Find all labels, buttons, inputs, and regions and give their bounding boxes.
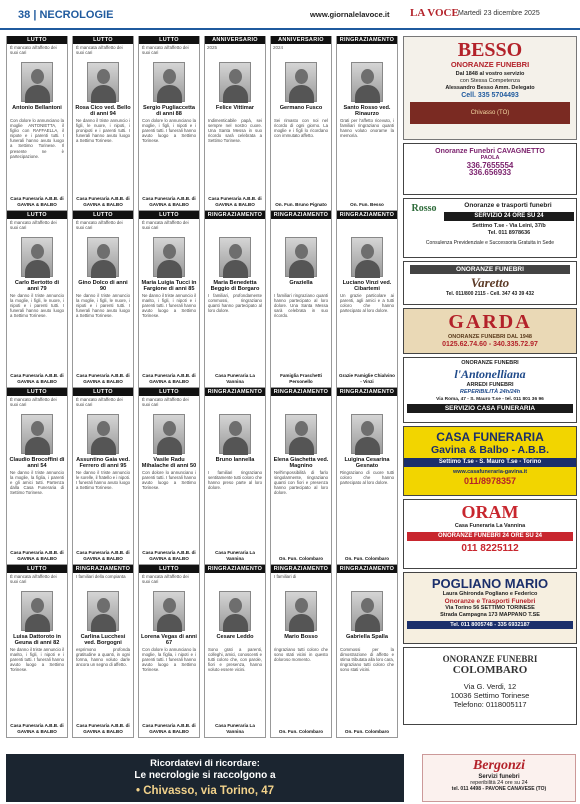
thanks-notice <box>336 565 398 738</box>
notice-type-badge: RINGRAZIAMENTO <box>73 565 133 573</box>
footer-line-1: Ricordatevi di ricordare: <box>150 758 260 769</box>
thanks-notice <box>72 565 134 738</box>
ad-cavagnetto-phone1: 336.7655554 <box>466 161 514 171</box>
ad-varetto-name: ONORANZE FUNEBRI <box>410 265 570 274</box>
anniversary-notice <box>270 36 332 211</box>
obituary-notice <box>138 36 200 211</box>
deceased-name: Carlina Lucchesi ved. Borgogni <box>80 634 126 647</box>
ad-rosso-phone: Tel. 011 8978636 <box>487 230 531 236</box>
obituary-notice <box>6 565 68 738</box>
notice-type-badge: RINGRAZIAMENTO <box>205 211 265 219</box>
funeral-home-signature: Casa Funeraria A.B.B. di GAVINA & BALBO <box>10 196 64 207</box>
ad-pogliano[interactable] <box>403 572 577 644</box>
ad-gavina-phone: 011/8978357 <box>463 476 517 486</box>
notice-text: Sei rimasto con noi nel ricordo di ogni giorno. La moglie e i figli lo ricordano con immutato affetto. <box>274 118 328 139</box>
thanks-notice <box>336 211 398 388</box>
ad-bergonzi-name: Bergonzi <box>472 758 526 773</box>
notice-intro: È mancato all'affetto dei suoi cari <box>76 220 123 230</box>
notice-text: Ringraziano di cuore tutti coloro che hanno partecipato al loro dolore. <box>340 470 394 486</box>
obituary-notice <box>72 388 134 565</box>
thanks-notice <box>270 388 332 565</box>
notice-text: Ne danno il triste annuncio la moglie, la figlia, i parenti e gli amici tutti. Partenza dalla Casa Funeraria di Settimo Torinese. <box>10 470 64 496</box>
funeral-home-signature: Casa Funeraria A.B.B. di GAVINA & BALBO <box>142 196 196 207</box>
deceased-photo <box>219 414 251 454</box>
funeral-home-signature: Casa Funeraria A.B.B. di GAVINA & BALBO <box>10 723 64 734</box>
ad-cavagnetto-phone2: 336.656933 <box>468 168 512 178</box>
notice-intro: I familiari della compianta <box>76 574 126 579</box>
notice-text: I familiari ringraziano quanti hanno partecipato al loro dolore. Una Santa Messa sarà celebrata in suo ricordo. <box>274 293 328 319</box>
ad-oram-phone: 011 8225112 <box>461 543 519 554</box>
notice-intro: È mancato all'affetto dei suoi cari <box>10 220 57 230</box>
funeral-home-signature: On. Fun. Colombaro <box>278 728 324 734</box>
ad-antonelliana[interactable] <box>403 357 577 423</box>
funeral-ads-column <box>403 36 577 738</box>
footer-line-3: • Chivasso, via Torino, 47 <box>135 785 275 797</box>
ad-besso-line3: Alessandro Besso Amm. Delegato <box>445 84 535 91</box>
funeral-home-signature: Casa Funeraria A.B.B. di GAVINA & BALBO <box>76 723 130 734</box>
ad-besso-name: BESSO <box>457 39 523 61</box>
funeral-home-signature: Casa Funeraria A.B.B. di GAVINA & BALBO <box>76 373 130 384</box>
deceased-name: Sergio Pugliaccetta di anni 88 <box>143 105 195 118</box>
notice-intro: I familiari di <box>274 574 297 579</box>
notice-text: Ne danno il triste annuncio i figli, le nuore, i nipoti, i pronipoti e i parenti tutti. I funerali hanno avuto luogo a Settimo Torinese. <box>76 118 130 144</box>
notice-text: Sono grati a parenti, colleghi, amici, conoscenti e tutti coloro che, con parole, fiori e presenza, hanno voluto essere vicini. <box>208 647 262 673</box>
deceased-photo <box>21 237 53 277</box>
ad-gavina-line: Settimo T.se - S. Mauro T.se - Torino <box>404 458 576 467</box>
ad-besso[interactable] <box>403 36 577 140</box>
notice-type-badge: LUTTO <box>7 211 67 219</box>
ad-antonelliana-sub: ARREDI FUNEBRI <box>466 382 514 388</box>
ad-besso-sub: ONORANZE FUNEBRI <box>450 60 530 69</box>
deceased-name: Santo Rosso ved. Rinaurzo <box>343 105 391 118</box>
obituary-notice <box>138 388 200 565</box>
notice-intro: È mancata all'affetto dei suoi cari <box>142 220 189 230</box>
obituary-notice <box>72 211 134 388</box>
ad-pogliano-line2: Via Torino 56 SETTIMO TORINESE <box>445 605 535 611</box>
anniversary-year: 2024 <box>273 45 284 50</box>
funeral-home-signature: Casa Funeraria La Vannina <box>215 723 255 734</box>
notice-intro: È mancato all'affetto dei suoi cari <box>10 45 57 55</box>
funeral-home-signature: Casa Funeraria A.B.B. di GAVINA & BALBO <box>142 373 196 384</box>
deceased-name: Mario Bosso <box>284 634 318 640</box>
ad-garda-sub: ONORANZE FUNEBRI DAL 1948 <box>448 334 532 340</box>
notice-type-badge: RINGRAZIAMENTO <box>271 388 331 396</box>
notice-text: Ne danno il triste annuncio la moglie, i figli, le nuore, i nipoti e i parenti tutti. I funerali hanno avuto luogo a Settimo Torinese. <box>10 293 64 319</box>
issue-date: Martedì 23 dicembre 2025 <box>458 10 540 17</box>
ad-antonelliana-address: Via Roma, 47 - S. Mauro T.se - tel. 011 801 36 96 <box>436 397 544 402</box>
obituary-notice <box>6 211 68 388</box>
notice-type-badge: LUTTO <box>7 565 67 573</box>
notice-type-badge: RINGRAZIAMENTO <box>205 565 265 573</box>
ad-gavina-balbo[interactable] <box>403 426 577 496</box>
section-title: NECROLOGIE <box>39 9 114 21</box>
deceased-photo <box>153 62 185 102</box>
ad-rosso-address: Settimo T.se - Via Leini, 37/b <box>472 223 546 229</box>
ad-bergonzi[interactable] <box>422 754 576 802</box>
deceased-name: Cesare Leddo <box>216 634 254 640</box>
deceased-name: Lorena Vegas di anni 67 <box>141 634 197 647</box>
notice-text: esprimono profonda gratitudine a quanti, in ogni forma, hanno voluto darle ancora un segno di affetto. <box>76 647 130 668</box>
notice-text: Nell'impossibilità di farlo singolarmente, ringraziano quanti con fiori e presenza hanno partecipato al loro dolore. <box>274 470 328 496</box>
notice-text: Ne danno il triste annuncio il marito, i figli, i nipoti e i parenti tutti. I funerali hanno avuto luogo a Settimo Torinese. <box>142 293 196 319</box>
notice-column-6 <box>336 36 398 738</box>
deceased-photo <box>87 591 119 631</box>
deceased-name: Assuntino Gaia ved. Ferrero di anni 95 <box>76 457 130 470</box>
notice-text: Ne danno il triste annuncio la moglie, i figli, le nuore, i nipoti e i parenti tutti. I funerali hanno avuto luogo a Settimo Torinese. <box>76 293 130 319</box>
notice-intro: È mancata all'affetto dei suoi cari <box>142 574 189 584</box>
funeral-home-signature: Casa Funeraria A.B.B. di GAVINA & BALBO <box>142 723 196 734</box>
thanks-notice <box>204 211 266 388</box>
website-link[interactable]: www.giornalelavoce.it <box>310 10 390 19</box>
collection-point-banner <box>6 754 404 802</box>
ad-rosso-banner: SERVIZIO 24 ORE SU 24 <box>444 212 574 221</box>
notice-type-badge: LUTTO <box>139 565 199 573</box>
deceased-name: Luigina Cesarina Gesnato <box>344 457 390 470</box>
page-footer <box>0 750 580 804</box>
ad-cavagnetto-person: PAOLA <box>480 155 500 162</box>
deceased-name: Antonio Bellantoni <box>12 105 62 111</box>
ad-oram[interactable] <box>403 499 577 569</box>
funeral-home-signature: Casa Funeraria A.B.B. di GAVINA & BALBO <box>142 550 196 561</box>
deceased-photo <box>219 591 251 631</box>
notice-text: Un grazie particolare ai parenti, agli amici e a tutti coloro che hanno partecipato al loro dolore. <box>340 293 394 314</box>
notice-type-badge: RINGRAZIAMENTO <box>337 211 397 219</box>
deceased-photo <box>351 237 383 277</box>
thanks-notice <box>204 388 266 565</box>
notice-intro: È mancato all'affetto dei suoi cari <box>142 397 189 407</box>
ad-rosso-services: Consulenza Previdenziale e Successoria Gratuita in Sede <box>425 240 555 246</box>
obituary-notice <box>6 388 68 565</box>
deceased-photo <box>285 591 317 631</box>
ad-antonelliana-service: REPERIBILITÀ 24h/24h <box>459 389 521 395</box>
deceased-name: Gabriella Spalla <box>346 634 388 640</box>
deceased-photo <box>351 62 383 102</box>
notice-type-badge: LUTTO <box>73 36 133 44</box>
notice-type-badge: LUTTO <box>7 388 67 396</box>
funeral-home-signature: Casa Funeraria La Vannina <box>215 550 255 561</box>
ad-besso-line2: con Stessa Competenza <box>460 77 520 84</box>
ad-antonelliana-name: ONORANZE FUNEBRI <box>461 360 519 366</box>
funeral-home-signature: On. Fun. Colombaro <box>344 555 390 561</box>
funeral-home-signature: On. Fun. Besso <box>350 201 384 207</box>
notice-type-badge: RINGRAZIAMENTO <box>337 388 397 396</box>
notice-type-badge: ANNIVERSARIO <box>205 36 265 44</box>
ad-garda-name: GARDA <box>448 311 532 333</box>
anniversary-notice <box>204 36 266 211</box>
deceased-photo <box>285 414 317 454</box>
deceased-photo <box>21 591 53 631</box>
notice-column-5 <box>270 36 332 738</box>
deceased-photo <box>21 62 53 102</box>
page-header <box>0 0 580 30</box>
page-number-section: 38 | NECROLOGIE <box>18 9 114 21</box>
ad-antonelliana-brand: l'Antonelliana <box>454 367 526 381</box>
obituary-notice <box>6 36 68 211</box>
thanks-notice <box>204 565 266 738</box>
notice-text: ringraziano tutti coloro che sono stati vicini in questo doloroso momento. <box>274 647 328 663</box>
thanks-notice <box>270 565 332 738</box>
ad-gavina-name: CASA FUNERARIA <box>436 430 544 444</box>
ad-besso-phone: Cell. 335 5704493 <box>461 91 519 99</box>
notice-column-2 <box>72 36 134 738</box>
obituary-notice <box>72 36 134 211</box>
funeral-home-signature: On. Fun. Colombaro <box>278 555 324 561</box>
funeral-home-signature: Grazie Famiglie Chialvino - Vinzi <box>339 373 395 384</box>
deceased-name: Carlo Bertotto di anni 79 <box>14 280 60 293</box>
funeral-home-signature: Famiglia Fraschetti Personello <box>280 373 322 384</box>
notice-text: Indimenticabile papà, sei sempre nel nostro cuore. Una Santa Messa in suo ricordo sarà celebrata a Settimo Torinese. <box>208 118 262 144</box>
ad-rosso-title: Onoranze e trasporti funebri <box>464 202 552 209</box>
ad-besso-address: Chivasso (TO) <box>410 102 570 124</box>
notice-type-badge: LUTTO <box>73 211 133 219</box>
notice-text: Commossi per la dimostrazione di affetto e stima tributata alla loro cara, ringraziano tutti coloro che sono stati vicini. <box>340 647 394 673</box>
deceased-photo <box>285 237 317 277</box>
ad-pogliano-line3: Strada Campagna 173 MAPPANO T.SE <box>440 612 540 618</box>
ad-colombaro-phone: Telefono: 0118005117 <box>453 700 527 709</box>
thanks-notice <box>336 36 398 211</box>
notice-intro: È mancato all'affetto dei suoi cari <box>142 45 189 55</box>
notice-text: Con dolore lo annunciano la moglie ANTONIETTA, il figlio con RAFFAELLA, il nipote e i parenti tutti. I funerali hanno avuto luogo a Settimo Torinese. Il presente ne è partecipazione. <box>10 118 64 159</box>
ad-pogliano-name: POGLIANO MARIO <box>431 576 549 591</box>
notice-text: Grati per l'affetto ricevuto, i familiari ringraziano quanti hanno voluto onorarne la memoria. <box>340 118 394 139</box>
deceased-photo <box>87 414 119 454</box>
deceased-name: Bruno Iannella <box>215 457 255 463</box>
ad-colombaro-brand: COLOMBARO <box>452 664 528 676</box>
deceased-name: Gino Dolco di anni 90 <box>78 280 128 293</box>
ad-besso-line1: Dal 1848 al vostro servizio <box>455 70 525 77</box>
ad-garda[interactable] <box>403 308 577 354</box>
notice-type-badge: LUTTO <box>73 388 133 396</box>
notice-type-badge: LUTTO <box>139 211 199 219</box>
ad-varetto-brand: Varetto <box>470 275 510 290</box>
ad-oram-name: ORAM <box>461 502 519 522</box>
notice-intro: È mancato all'affetto dei suoi cari <box>10 397 57 407</box>
notice-type-badge: LUTTO <box>139 36 199 44</box>
funeral-home-signature: Casa Funeraria A.B.B. di GAVINA & BALBO <box>76 550 130 561</box>
notice-type-badge: RINGRAZIAMENTO <box>205 388 265 396</box>
notice-text: Con dolore lo annunciano la moglie, i figli, i nipoti e i parenti tutti. I funerali hanno avuto luogo a Settimo Torinese. <box>142 118 196 144</box>
deceased-photo <box>219 62 251 102</box>
deceased-photo <box>87 62 119 102</box>
deceased-photo <box>219 237 251 277</box>
notice-column-1 <box>6 36 68 738</box>
deceased-name: Maria Luigia Tucci in Fargione di anni 85 <box>141 280 197 293</box>
ad-colombaro-name: ONORANZE FUNEBRI <box>442 654 538 664</box>
ad-antonelliana-banner: SERVIZIO CASA FUNERARIA <box>407 404 573 413</box>
deceased-name: Maria Benedetta Beggio di Borgaro <box>210 280 260 293</box>
ad-gavina-sub: Gavina & Balbo - A.B.B. <box>430 444 550 456</box>
deceased-name: Claudio Brocoffini di anni 54 <box>9 457 65 470</box>
deceased-photo <box>285 62 317 102</box>
anniversary-year: 2025 <box>207 45 218 50</box>
newspaper-brand: LA VOCE <box>410 7 459 19</box>
funeral-home-signature: Casa Funeraria La Vannina <box>215 373 255 384</box>
ad-bergonzi-line: reperibilità 24 ore su 24 <box>470 780 528 786</box>
notice-column-3 <box>138 36 200 738</box>
funeral-home-signature: Casa Funeraria A.B.B. di GAVINA & BALBO <box>208 196 262 207</box>
notice-column-4 <box>204 36 266 738</box>
notice-type-badge: LUTTO <box>7 36 67 44</box>
deceased-name: Graziella <box>289 280 313 286</box>
notice-type-badge: LUTTO <box>139 388 199 396</box>
ad-gavina-web[interactable]: www.casafuneraria-gavina.it <box>452 469 528 475</box>
notice-text: Ne danno il triste annuncio il marito, i figli, i nipoti e i parenti tutti. I funerali hanno avuto luogo a Settimo Torinese. <box>10 647 64 673</box>
deceased-photo <box>351 414 383 454</box>
deceased-photo <box>351 591 383 631</box>
footer-line-2: Le necrologie si raccolgono a <box>134 770 276 781</box>
ad-varetto-phone: Tel. 011/800 2115 - Cell. 347 43 39 432 <box>445 291 535 297</box>
notice-text: Con dolore lo annunciano i parenti tutti. I funerali hanno avuto luogo a Settimo Torinese. <box>142 470 196 491</box>
ad-colombaro-city: 10036 Settimo Torinese <box>450 691 530 700</box>
deceased-photo <box>153 591 185 631</box>
ad-rosso[interactable] <box>403 198 577 258</box>
thanks-notice <box>336 388 398 565</box>
deceased-name: Luciano Vinzi ved. Cibartemi <box>342 280 392 293</box>
ad-colombaro-address: Via G. Verdi, 12 <box>463 682 517 691</box>
funeral-home-signature: On. Fun. Colombaro <box>344 728 390 734</box>
notice-intro: È mancato all'affetto dei suoi cari <box>76 397 123 407</box>
notice-text: I familiari, profondamente commossi, ringraziano quanti hanno partecipato al loro dolore. <box>208 293 262 314</box>
ad-pogliano-sub: Laura Ghironda Pogliano e Federico <box>442 591 538 597</box>
obituary-notice <box>138 211 200 388</box>
ad-cavagnetto-name: Onoranze Funebri CAVAGNETTO <box>435 148 545 155</box>
notice-intro: È mancata all'affetto dei suoi cari <box>76 45 123 55</box>
deceased-photo <box>21 414 53 454</box>
page-number: 38 <box>18 9 31 21</box>
deceased-name: Elena Giachetta ved. Magnino <box>273 457 329 470</box>
notice-type-badge: RINGRAZIAMENTO <box>271 565 331 573</box>
deceased-photo <box>87 237 119 277</box>
ad-colombaro[interactable] <box>403 647 577 725</box>
deceased-name: Rosa Cico ved. Bello di anni 94 <box>75 105 131 118</box>
notice-type-badge: ANNIVERSARIO <box>271 36 331 44</box>
ad-bergonzi-sub: Servizi funebri <box>478 774 520 780</box>
ad-garda-phone: 0125.62.74.60 - 340.335.72.97 <box>442 341 538 348</box>
funeral-home-signature: Casa Funeraria A.B.B. di GAVINA & BALBO <box>10 550 64 561</box>
notice-text: Ne danno il triste annuncio le sorelle, il fratello e i nipoti. I funerali hanno avuto luogo a Settimo Torinese. <box>76 470 130 491</box>
ad-rosso-name: Rosso <box>411 203 437 214</box>
thanks-notice <box>270 211 332 388</box>
notice-type-badge: RINGRAZIAMENTO <box>337 36 397 44</box>
funeral-home-signature: On. Fun. Bruno Pignato <box>275 201 327 207</box>
notice-text: I familiari ringraziano sentitamente tutti coloro che hanno preso parte al loro dolore. <box>208 470 262 491</box>
deceased-photo <box>153 414 185 454</box>
ad-bergonzi-phone: tel. 011 4498 - PAVONE CANAVESE (TO) <box>451 786 547 792</box>
funeral-home-signature: Casa Funeraria A.B.B. di GAVINA & BALBO <box>10 373 64 384</box>
deceased-name: Germano Fusco <box>279 105 323 111</box>
funeral-home-signature: Casa Funeraria A.B.B. di GAVINA & BALBO <box>76 196 130 207</box>
ad-pogliano-line1: Onoranze e Trasporti Funebri <box>444 598 536 605</box>
obituary-notice <box>138 565 200 738</box>
ad-oram-line: ONORANZE FUNEBRI 24 ORE SU 24 <box>407 532 573 541</box>
deceased-name: Felice Vittimar <box>215 105 255 111</box>
ad-pogliano-phone: Tel. 011 8005748 - 335 6932187 <box>407 621 573 629</box>
deceased-name: Luisa Dattoroto in Geuna di anni 82 <box>13 634 61 647</box>
notice-intro: È mancata all'affetto dei suoi cari <box>10 574 57 584</box>
notice-type-badge: RINGRAZIAMENTO <box>271 211 331 219</box>
notice-text: Con dolore lo annunciano la moglie, la figlia, i nipoti e i parenti tutti. I funerali hanno avuto luogo a Settimo Torinese. <box>142 647 196 673</box>
deceased-photo <box>153 237 185 277</box>
notice-type-badge: RINGRAZIAMENTO <box>337 565 397 573</box>
ad-cavagnetto[interactable] <box>403 143 577 195</box>
ad-varetto[interactable] <box>403 261 577 305</box>
deceased-name: Vasile Radu Mihalache di anni 50 <box>141 457 197 470</box>
ad-oram-sub: Casa Funeraria La Vannina <box>454 523 526 529</box>
